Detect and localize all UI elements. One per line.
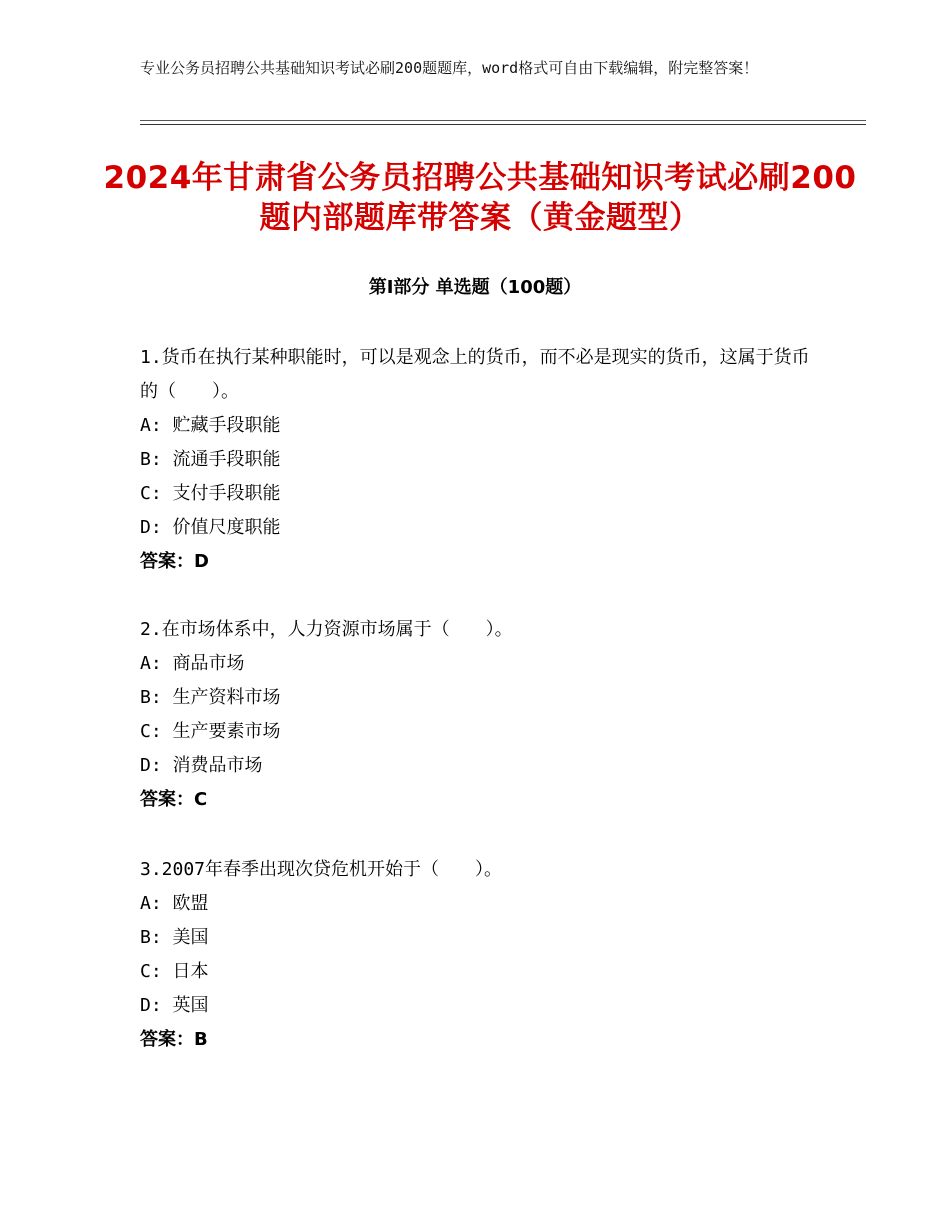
answer-label: 答案：B	[140, 1029, 208, 1050]
section-heading: 第Ⅰ部分 单选题（100题）	[368, 277, 582, 298]
answer-label: 答案：D	[140, 551, 209, 572]
header-divider	[140, 120, 866, 125]
option-b: B: 美国	[140, 927, 209, 948]
option-c: C: 日本	[140, 961, 209, 982]
option-b: B: 生产资料市场	[140, 687, 281, 708]
question-stem: 3.2007年春季出现次贷危机开始于（ ）。	[140, 859, 503, 880]
option-d: D: 价值尺度职能	[140, 517, 281, 538]
option-d: D: 英国	[140, 995, 209, 1016]
option-c: C: 支付手段职能	[140, 483, 281, 504]
answer-label: 答案：C	[140, 789, 208, 810]
option-c: C: 生产要素市场	[140, 721, 281, 742]
question-3	[140, 853, 820, 1057]
question-1	[140, 341, 820, 579]
option-a: A: 商品市场	[140, 653, 245, 674]
question-stem: 1.货币在执行某种职能时，可以是观念上的货币，而不必是现实的货币，这属于货币的（ ）。	[140, 347, 810, 402]
option-a: A: 贮藏手段职能	[140, 415, 281, 436]
document-title: 2024年甘肃省公务员招聘公共基础知识考试必刷200题内部题库带答案（黄金题型）	[103, 160, 857, 236]
option-b: B: 流通手段职能	[140, 449, 281, 470]
header-note: 专业公务员招聘公共基础知识考试必刷200题题库，word格式可自由下载编辑，附完整答案！	[140, 59, 759, 77]
question-stem: 2.在市场体系中，人力资源市场属于（ ）。	[140, 619, 513, 640]
question-2	[140, 613, 820, 817]
option-d: D: 消费品市场	[140, 755, 263, 776]
option-a: A: 欧盟	[140, 893, 209, 914]
